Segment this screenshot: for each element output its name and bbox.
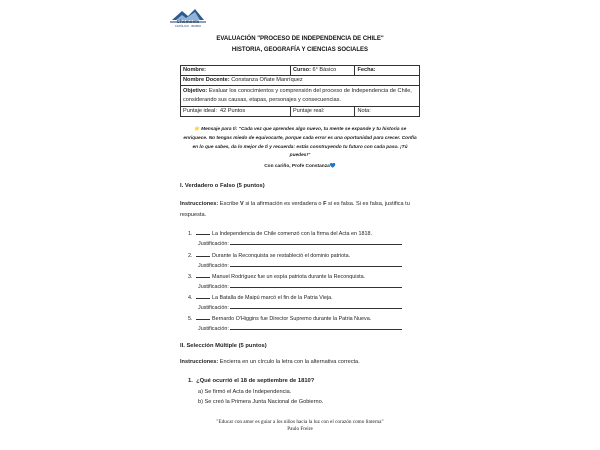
section2-instructions: [180, 357, 420, 368]
mc-question-1: [188, 378, 314, 384]
tf-item-text: Bernardo O'Higgins fue Director Supremo durante la Patria Nueva.: [212, 316, 372, 322]
teacher-value: Constanza Oñate Manríquez: [231, 77, 303, 83]
heart-icon: 💙: [329, 164, 336, 169]
tf-item-5: [188, 314, 371, 322]
ideal-score-cell: [181, 107, 291, 117]
objective-value: Evaluar los conocimientos y comprensión del proceso de Independencia de Chile, considerando sus causas, etapas, personajes y consecuencias.: [183, 88, 412, 103]
section1-instr-label: Instrucciones:: [180, 201, 219, 207]
tf-item-1: [188, 229, 372, 237]
answer-blank[interactable]: [196, 314, 210, 320]
section1-instr-v: V: [240, 201, 244, 207]
star-icon: ⭐: [193, 127, 200, 132]
page-subtitle: HISTORIA, GEOGRAFÍA Y CIENCIAS SOCIALES: [231, 47, 369, 53]
tf-item-text: Manuel Rodríguez fue un espía patriota durante la Reconquista.: [212, 274, 366, 280]
tf-justification-4: [198, 303, 402, 311]
signature-text: Con cariño, Profe Constanza: [264, 164, 330, 169]
justification-label: Justificación:: [198, 263, 229, 269]
section2-instr-label: Instrucciones:: [180, 359, 219, 365]
logo-name: Chomonte: [176, 19, 200, 24]
course-label: Curso:: [292, 67, 311, 73]
justification-line[interactable]: [230, 303, 402, 309]
justification-label: Justificación:: [198, 305, 229, 311]
teacher-label: Nombre Docente:: [183, 77, 230, 83]
tf-item-num: 2.: [188, 253, 193, 259]
justification-line[interactable]: [230, 261, 402, 267]
logo-subtitle: CATÓLICO · BIOBIO: [174, 24, 202, 28]
tf-item-num: 4.: [188, 295, 193, 301]
objective-label: Objetivo:: [183, 88, 208, 94]
real-score-cell: [290, 107, 355, 117]
section2-heading: II. Selección Múltiple (5 puntos): [180, 343, 267, 349]
justification-label: Justificación:: [198, 241, 229, 247]
section1-instructions: [180, 199, 420, 221]
message-text: Mensaje para ti: "Cada vez que aprendes algo nuevo, tu mente se expande y tu historia se enriquece. No tengas miedo de equivocarte, porque cada error es una oportunidad para crecer. Confía en lo que sabes, da lo mejor de ti y recuerda: estás construyendo tu futuro con cada paso. ¡Tú puedes!": [183, 127, 417, 159]
closing-quote: "Educar con amor es guiar a los niños hacia la luz con el corazón como linterna": [216, 419, 384, 425]
answer-blank[interactable]: [196, 293, 210, 299]
course-value: 6° Básico: [312, 67, 337, 73]
justification-label: Justificación:: [198, 284, 229, 290]
tf-justification-3: [198, 282, 402, 290]
quote-author: Paulo Freire: [287, 426, 313, 432]
justification-line[interactable]: [230, 324, 402, 330]
justification-line[interactable]: [230, 239, 402, 245]
name-label: Nombre:: [183, 67, 206, 73]
tf-justification-5: [198, 324, 402, 332]
section1-instr-a: Escribe: [219, 201, 239, 207]
justification-label: Justificación:: [198, 326, 229, 332]
tf-item-3: [188, 272, 365, 280]
tf-item-2: [188, 251, 350, 259]
mc-option-b[interactable]: b) Se creó la Primera Junta Nacional de Gobierno.: [198, 399, 324, 405]
section1-heading: I. Verdadero o Falso (5 puntos): [180, 183, 265, 189]
real-score-label: Puntaje real:: [292, 108, 325, 114]
answer-blank[interactable]: [196, 251, 210, 257]
grade-label: Nota:: [357, 108, 371, 114]
tf-item-text: Durante la Reconquista se restableció el dominio patriota.: [212, 253, 351, 259]
tf-justification-1: [198, 239, 402, 247]
tf-item-text: La Independencia de Chile comenzó con la firma del Acta en 1818.: [212, 231, 373, 237]
section1-instr-f: F: [323, 201, 327, 207]
answer-blank[interactable]: [196, 229, 210, 235]
section1-instr-b: si la afirmación es verdadera o: [245, 201, 322, 207]
tf-item-num: 1.: [188, 231, 193, 237]
tf-item-text: La Batalla de Maipú marcó el fin de la Patria Vieja.: [212, 295, 333, 301]
message-signature: [182, 164, 418, 169]
tf-item-4: [188, 293, 333, 301]
mc-option-a[interactable]: a) Se firmó el Acta de Independencia.: [198, 389, 292, 395]
justification-line[interactable]: [230, 282, 402, 288]
tf-item-num: 3.: [188, 274, 193, 280]
grade-cell: [355, 107, 420, 117]
tf-item-num: 5.: [188, 316, 193, 322]
mc-question-num: 1.: [188, 378, 193, 384]
student-info-table: [180, 65, 420, 117]
answer-blank[interactable]: [196, 272, 210, 278]
section1-instr-c: si es falsa. Si es falsa, justifica tu respuesta.: [180, 201, 410, 218]
page-title: EVALUACIÓN "PROCESO DE INDEPENDENCIA DE CHILE": [216, 36, 384, 42]
ideal-score-label: Puntaje ideal:: [183, 108, 217, 114]
date-label: Fecha:: [357, 67, 376, 73]
mc-question-text: ¿Qué ocurrió el 18 de septiembre de 1810?: [196, 378, 315, 384]
section2-instr-text: Encierra en un círculo la letra con la alternativa correcta.: [219, 359, 360, 365]
ideal-score-value: 42 Puntos: [220, 108, 246, 114]
motivational-message: [182, 126, 418, 161]
tf-justification-2: [198, 261, 402, 269]
